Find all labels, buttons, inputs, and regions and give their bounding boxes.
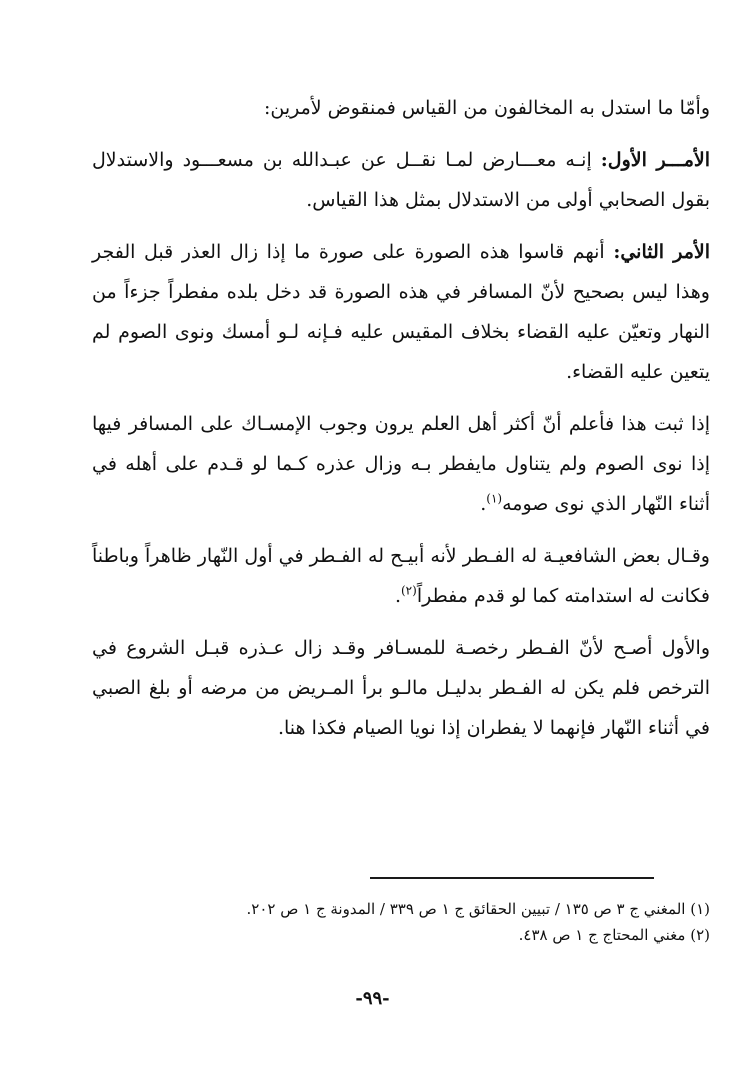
second-matter-paragraph <box>92 232 710 392</box>
footnote-2: (٢) مغني المحتاج ج ١ ص ٤٣٨. <box>518 926 710 944</box>
footnote-ref-1[interactable]: (١) <box>486 491 503 506</box>
footnote-separator <box>370 877 654 879</box>
shafii-text: وقـال بعض الشافعيـة له الفـطر لأنه أبيـح له الفـطر في أول النّهار ظاهراً وباطناً فكانت له استدامته كما لو قدم مفطراً <box>92 545 710 607</box>
second-matter-label: الأمر الثاني: <box>613 241 710 263</box>
intro-paragraph: وأمّا ما استدل به المخالفون من القياس فمنقوض لأمرين: <box>263 97 710 119</box>
main-text <box>92 88 710 760</box>
proven-text: إذا ثبت هذا فأعلم أنّ أكثر أهل العلم يرون وجوب الإمسـاك على المسافر فيها إذا نوى الصوم ولم يتناول مايفطر بـه وزال عذره كـما لو قـدم على أهله في أثناء النّهار الذي نوى صومه <box>92 413 710 515</box>
shafii-paragraph <box>92 536 710 616</box>
proven-paragraph <box>92 404 710 524</box>
proven-end: . <box>480 493 487 515</box>
shafii-end: . <box>394 585 401 607</box>
first-matter-paragraph <box>92 140 710 220</box>
conclusion-paragraph: والأول أصـح لأنّ الفـطر رخصـة للمسـافر وقـد زال عـذره قبـل الشروع في الترخص فلم يكن له الفـطر بدليـل مالـو برأ المـريض من مرضه أو بلغ الصبي في أثناء النّهار فإنهما لا يفطران إذا نويا الصيام فكذا هنا. <box>92 637 710 739</box>
footnotes <box>92 896 710 948</box>
first-matter-label: الأمـــر الأول: <box>600 149 710 171</box>
first-matter-text: إنـه معـــارض لمـا نقــل عن عبـدالله بن مسعـــود والاستدلال بقول الصحابي أولى من الاستدلال بمثل هذا القياس. <box>92 149 710 211</box>
second-matter-text: أنهم قاسوا هذه الصورة على صورة ما إذا زال العذر قبل الفجر وهذا ليس بصحيح لأنّ المسافر في هذه الصورة قد دخل بلده مفطراً جزءاً من النهار وتعيّن عليه القضاء بخلاف المقيس عليه فـإنه لـو أمسك ونوى الصوم لم يتعين عليه القضاء. <box>92 241 710 383</box>
page-number: -٩٩- <box>355 988 390 1009</box>
footnote-1: (١) المغني ج ٣ ص ١٣٥ / تبيين الحقائق ج ١ ص ٣٣٩ / المدونة ج ١ ص ٢٠٢. <box>246 900 710 918</box>
footnote-ref-2[interactable]: (٢) <box>400 583 417 598</box>
